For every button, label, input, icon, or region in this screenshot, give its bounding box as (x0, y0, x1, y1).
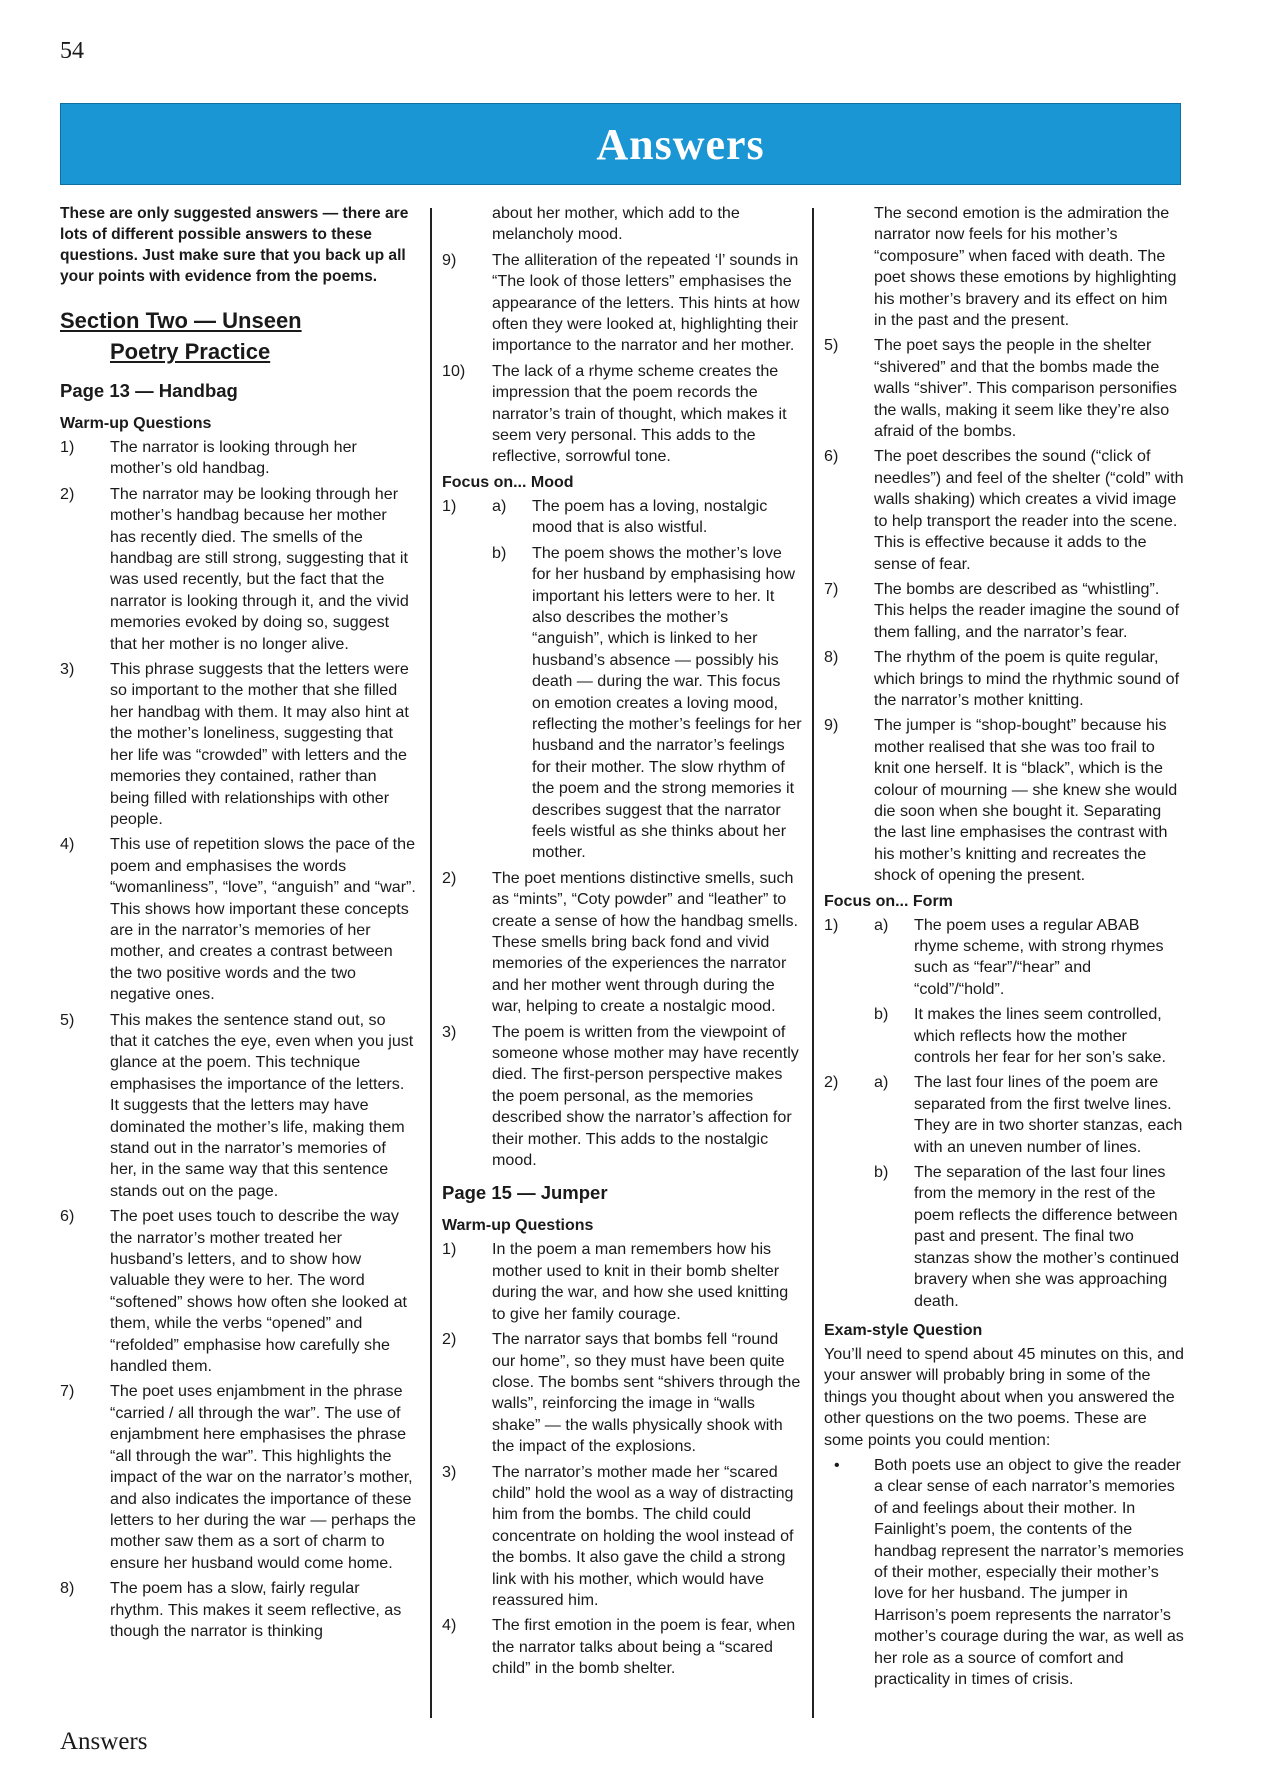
list-item (824, 647, 1184, 711)
exam-intro: You’ll need to spend about 45 minutes on this, and your answer will probably bring in some of the things you thought about when you answered the other questions on the two poems. These are some points you could mention: (824, 1344, 1184, 1449)
list-item (60, 437, 416, 480)
item-number: 6) (60, 1207, 75, 1226)
item-number: 7) (60, 1382, 75, 1401)
item-text: The poet uses touch to describe the way the narrator’s mother treated her husband’s letters, and to show how valuable they were to her. The word “softened” shows how often she looked at them, while the verbs “opened” and “refolded” emphasise how carefully she handled them. (110, 1207, 408, 1376)
item-number: 1) (824, 915, 839, 934)
subpart-label: b) (874, 1163, 889, 1182)
banner-title: Answers (596, 120, 765, 169)
page15-heading: Page 15 — Jumper (442, 1182, 608, 1204)
list-item (824, 446, 1184, 574)
column-2 (442, 203, 802, 1684)
item-text: The jumper is “shop-bought” because his mother realised that she was too frail to knit one herself. It is “black”, which is the colour of mourning — she knew she would die soon when she bought it. Separating the last line emphasises the contrast with his mother’s knitting and recreates the shock of opening the present. (874, 716, 1178, 885)
item-number: 4) (60, 835, 75, 854)
list-item (60, 834, 416, 1005)
list-item (824, 1072, 1184, 1311)
list-item (442, 496, 802, 864)
column-divider (430, 208, 432, 1718)
item-text: This phrase suggests that the letters were so important to the mother that she filled her handbag with them. It may also hint at the mother’s loneliness, suggesting that her life was “crowded” with letters and the memories they contained, rather than being filled with relationships with other people. (110, 660, 409, 828)
item-number: 5) (60, 1010, 75, 1029)
list-item (442, 868, 802, 1018)
list-item (824, 579, 1184, 643)
item-number: 9) (442, 250, 457, 269)
item-number: 2) (442, 868, 457, 887)
page13-warmup-heading: Warm-up Questions (60, 415, 212, 432)
item-text: The poet mentions distinctive smells, such as “mints”, “Coty powder” and “leather” to create a sense of how the handbag smells. These smells bring back fond and vivid memories of the experiences the narrator and her mother went through during the war, helping to create a nostalgic mood. (492, 868, 798, 1016)
subpart-text: The last four lines of the poem are separated from the first twelve lines. They are in two shorter stanzas, each with an uneven number of lines. (914, 1073, 1183, 1156)
item-text: The narrator’s mother made her “scared child” hold the wool as a way of distracting him from the bombs. The child could concentrate on holding the wool instead of the bombs. It also gave the child a strong link with his mother, which would have reassured him. (492, 1462, 794, 1609)
subpart-label: a) (874, 1073, 889, 1092)
subpart-text: The poem has a loving, nostalgic mood that is also wistful. (532, 496, 768, 537)
subpart-a (874, 1072, 1184, 1158)
subpart-text: The poem shows the mother’s love for her husband by emphasising how important his letters were to her. It also describes the mother’s “anguish”, which is linked to her husband’s absence — possibly his death — during the war. This focus on emotion creates a loving mood, reflecting the mother’s feelings for her husband and the narrator’s feelings for their mother. The slow rhythm of the poem and the strong memories it describes suggest that the narrator feels wistful as she thinks about her mother. (532, 543, 802, 862)
item-number: 7) (824, 579, 839, 598)
exam-bullet (824, 1455, 1184, 1690)
item-number: 4) (442, 1616, 457, 1635)
item-number: 8) (60, 1579, 75, 1598)
list-item (60, 1010, 416, 1203)
item-text: This use of repetition slows the pace of the poem and emphasises the words “womanliness”, “love”, “anguish” and “war”. This shows how important these concepts are in the narrator’s memories of her mother, and creates a contrast between the two positive words and the two negative ones. (110, 835, 416, 1004)
list-item (60, 1381, 416, 1574)
page13-heading: Page 13 — Handbag (60, 380, 238, 401)
item-text: This makes the sentence stand out, so that it catches the eye, even when you just glance at the poem. This technique emphasises the importance of the letters. It suggests that the letters may have dominated the mother’s life, making them stand out in the narrator’s memories of her, in the same way that this sentence stands out on the page. (110, 1010, 414, 1200)
list-item (442, 1615, 802, 1679)
exam-heading: Exam-style Question (824, 1321, 983, 1339)
list-item (442, 361, 802, 468)
item-text: The poet describes the sound (“click of needles”) and feel of the shelter (“cold” with walls shaking) which creates a vivid image to help transport the reader into the scene. This is effective because it adds to the sense of fear. (874, 447, 1184, 573)
item-text: The poem has a slow, fairly regular rhythm. This makes it seem reflective, as though the narrator is thinking (110, 1579, 402, 1640)
column-1 (60, 203, 416, 1646)
list-item (442, 1462, 802, 1612)
list-item (442, 250, 802, 357)
item-number: 6) (824, 447, 839, 466)
item-number: 2) (442, 1330, 457, 1349)
item-number: 3) (60, 660, 75, 679)
bullet-text: Both poets use an object to give the reader a clear sense of each narrator’s memories of and feelings about their mother. In Fainlight’s poem, the contents of the handbag represent the narrator’s memories of their mother, especially their mother’s love for her husband. The jumper in Harrison’s poem represents the narrator’s mother’s courage during the war, as well as her role as a source of comfort and practicality in times of crisis. (874, 1455, 1184, 1688)
subpart-label: b) (492, 543, 507, 562)
item-number: 8) (824, 648, 839, 667)
footer-label: Answers (60, 1728, 148, 1755)
item-text: The poem is written from the viewpoint of someone whose mother may have recently died. The first-person perspective makes the poem personal, as the memories described show the narrator’s affection for their mother. This adds to the nostalgic mood. (492, 1022, 799, 1170)
item-text: The first emotion in the poem is fear, when the narrator talks about being a “scared child” in the bomb shelter. (492, 1616, 796, 1678)
list-item (824, 715, 1184, 886)
form-heading: Focus on... Form (824, 892, 953, 910)
list-item (442, 1329, 802, 1457)
item-number: 2) (60, 484, 75, 503)
item-text: The alliteration of the repeated ‘l’ sounds in “The look of those letters” emphasises the appearance of the letters. This hints at how often they were looked at, highlighting their importance to the narrator and her mother. (492, 250, 800, 355)
item-number: 10) (442, 361, 466, 380)
subpart-a (492, 496, 802, 539)
item-text: The poet says the people in the shelter “shivered” and that the bombs made the walls “shiver”. This comparison personifies the walls, making it seem like they’re also afraid of the bombs. (874, 336, 1177, 441)
item-4-continued: The second emotion is the admiration the narrator now feels for his mother’s “composure” when faced with death. The poet shows these emotions by highlighting his mother’s bravery and its effect on him in the past and the present. (874, 204, 1177, 330)
item-text: The lack of a rhyme scheme creates the impression that the poem records the narrator’s train of thought, which makes it seem very personal. This adds to the reflective, sorrowful tone. (492, 361, 787, 466)
item-text: The rhythm of the poem is quite regular, which brings to mind the rhythmic sound of the narrator’s mother knitting. (874, 648, 1180, 709)
item-number: 1) (442, 1240, 457, 1259)
item-number: 3) (442, 1462, 457, 1481)
item-number: 1) (442, 496, 457, 515)
subpart-label: b) (874, 1005, 889, 1024)
subpart-a (874, 915, 1184, 1001)
list-item (60, 659, 416, 830)
subpart-text: The separation of the last four lines from the memory in the rest of the poem reflects the difference between past and present. The final two stanzas show the mother’s continued bravery when she was approaching death. (914, 1163, 1180, 1310)
list-item (60, 484, 416, 655)
item-number: 5) (824, 336, 839, 355)
item-number: 3) (442, 1022, 457, 1041)
answers-banner (60, 103, 1181, 185)
bullet-dot: • (834, 1455, 840, 1474)
intro-note: These are only suggested answers — there are lots of different possible answers to these questions. Just make sure that you back up all your points with evidence from the poems. (60, 205, 409, 285)
item-number: 9) (824, 716, 839, 735)
list-item (442, 1022, 802, 1172)
item-number: 2) (824, 1073, 839, 1092)
item-text: The bombs are described as “whistling”. This helps the reader imagine the sound of them falling, and the narrator’s fear. (874, 579, 1180, 641)
list-item (824, 915, 1184, 1069)
list-item (824, 335, 1184, 442)
item-text: The narrator says that bombs fell “round our home”, so they must have been quite close. The bombs sent “shivers through the walls”, reinforcing the image in “walls shake” — the walls physically shook with the impact of the explosions. (492, 1330, 801, 1456)
subpart-b (874, 1162, 1184, 1312)
subpart-text: The poem uses a regular ABAB rhyme scheme, with strong rhymes such as “fear”/“hear” and “cold”/“hold”. (914, 915, 1164, 998)
list-item (60, 1206, 416, 1377)
section-title (60, 305, 416, 367)
section-title-line-2: Poetry Practice (110, 339, 271, 364)
item-text: The poet uses enjambment in the phrase “carried / all through the war”. The use of enjambment here emphasises the phrase “all through the war”. This highlights the impact of the war on the narrator’s mother, and also indicates the importance of these letters to her during the war — perhaps the mother saw them as a sort of charm to ensure her husband would come home. (110, 1382, 416, 1572)
column-3 (824, 203, 1184, 1690)
list-item (60, 1578, 416, 1642)
subpart-b (874, 1004, 1184, 1068)
subpart-label: a) (492, 496, 507, 515)
section-title-line-1: Section Two — Unseen (60, 308, 302, 333)
item-text: In the poem a man remembers how his mother used to knit in their bomb shelter during the war, and how she used knitting to give her family courage. (492, 1240, 789, 1323)
subpart-label: a) (874, 915, 889, 934)
item-8-continued: about her mother, which add to the melancholy mood. (492, 204, 740, 244)
item-text: The narrator is looking through her mother’s old handbag. (110, 438, 357, 478)
page15-warmup-heading: Warm-up Questions (442, 1217, 594, 1235)
subpart-b (492, 543, 802, 864)
mood-heading: Focus on... Mood (442, 473, 574, 491)
page-number: 54 (60, 38, 84, 64)
item-text: The narrator may be looking through her mother’s handbag because her mother has recently died. The smells of the handbag are still strong, suggesting that it was used recently, but the fact that the narrator is looking through it, and the vivid memories evoked by doing so, suggest that her mother is no longer alive. (110, 484, 409, 653)
column-divider (812, 208, 814, 1718)
item-number: 1) (60, 438, 75, 456)
list-item (442, 1239, 802, 1325)
subpart-text: It makes the lines seem controlled, which reflects how the mother controls her fear for her son’s sake. (914, 1005, 1166, 1067)
